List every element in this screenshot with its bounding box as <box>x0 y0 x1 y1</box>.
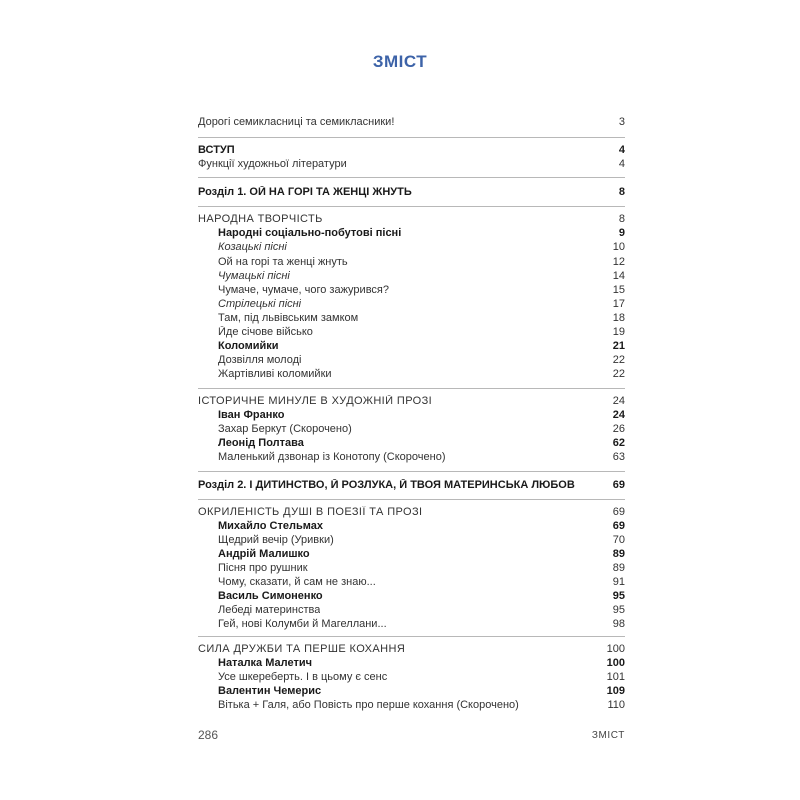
toc-entry-title: Чумаче, чумаче, чого зажурився? <box>218 284 389 296</box>
toc-entry-title: Там, під львівським замком <box>218 312 359 324</box>
toc-entry-title: Чумацькі пісні <box>218 270 290 282</box>
toc-entry-title: Коломийки <box>218 340 279 352</box>
toc-entry <box>218 227 625 240</box>
toc-entry-title: Гей, нові Колумби й Магеллани... <box>218 618 387 630</box>
toc-entry-page: 14 <box>612 270 625 282</box>
toc-entry <box>198 144 625 157</box>
toc-entry <box>218 548 625 561</box>
toc-entry-title: Розділ 2. І ДИТИНСТВО, Й РОЗЛУКА, Й ТВОЯ МАТЕРИНСЬКА ЛЮБОВ <box>198 479 575 491</box>
toc-entry-page: 10 <box>612 241 625 253</box>
toc-entry-title: Захар Беркут (Скорочено) <box>218 423 352 435</box>
toc-entry-page: 100 <box>606 657 625 669</box>
toc-entry-page: 69 <box>612 506 625 518</box>
toc-entry-title: Леонід Полтава <box>218 437 304 449</box>
toc-entry-page: 95 <box>612 590 625 602</box>
toc-entry-page: 9 <box>618 227 625 239</box>
toc-entry-page: 4 <box>618 144 625 156</box>
toc-entry <box>218 520 625 533</box>
toc-entry <box>218 590 625 603</box>
toc-entry-title: Усе шкереберть. І в цьому є сенс <box>218 671 388 683</box>
toc-entry <box>218 256 625 269</box>
toc-entry <box>218 270 625 283</box>
toc-entry-title: Михайло Стельмах <box>218 520 323 532</box>
toc-entry <box>218 685 625 698</box>
toc-entry-title: Валентин Чемерис <box>218 685 322 697</box>
toc-entry <box>218 437 625 450</box>
toc-entry-title: Лебеді материнства <box>218 604 321 616</box>
toc-entry-title: ВСТУП <box>198 144 235 156</box>
toc-entry-page: 98 <box>612 618 625 630</box>
toc-entry <box>218 671 625 684</box>
toc-entry-title: Щедрий вечір (Уривки) <box>218 534 334 546</box>
toc-entry <box>198 116 625 129</box>
toc-entry <box>218 340 625 353</box>
toc-entry-title: Функції художньої літератури <box>198 158 347 170</box>
toc-entry <box>218 326 625 339</box>
toc-entry <box>218 241 625 254</box>
toc-entry-page: 91 <box>612 576 625 588</box>
toc-entry <box>218 298 625 311</box>
toc-entry <box>218 423 625 436</box>
toc-entry-title: Чому, сказати, й сам не знаю... <box>218 576 376 588</box>
toc-entry-page: 18 <box>612 312 625 324</box>
toc-entry-title: ІСТОРИЧНЕ МИНУЛЕ В ХУДОЖНІЙ ПРОЗІ <box>198 395 433 407</box>
divider <box>198 206 625 207</box>
toc-entry <box>218 576 625 589</box>
toc-section-heading <box>198 186 625 199</box>
toc-entry-page: 22 <box>612 354 625 366</box>
toc-entry-title: Стрілецькі пісні <box>218 298 302 310</box>
footer-page-number: 286 <box>198 728 219 742</box>
toc-entry <box>198 643 625 656</box>
divider <box>198 636 625 637</box>
toc-entry <box>198 395 625 408</box>
toc-entry-page: 70 <box>612 534 625 546</box>
toc-entry-title: Наталка Малетич <box>218 657 312 669</box>
divider <box>198 177 625 178</box>
toc-entry-page: 101 <box>606 671 625 683</box>
toc-entry-page: 109 <box>606 685 625 697</box>
toc-entry <box>218 534 625 547</box>
toc-entry-page: 19 <box>612 326 625 338</box>
toc-entry-page: 63 <box>612 451 625 463</box>
toc-entry-title: Пісня про рушник <box>218 562 308 574</box>
toc-entry-page: 4 <box>618 158 625 170</box>
toc-entry-page: 95 <box>612 604 625 616</box>
toc-entry-page: 110 <box>607 699 625 711</box>
page-title: ЗМІСТ <box>372 52 428 71</box>
toc-entry <box>198 158 625 171</box>
toc-entry-title: Дозвілля молоді <box>218 354 302 366</box>
toc-entry-title: Розділ 1. ОЙ НА ГОРІ ТА ЖЕНЦІ ЖНУТЬ <box>198 186 412 198</box>
toc-entry-title: НАРОДНА ТВОРЧІСТЬ <box>198 213 323 225</box>
toc-entry-page: 8 <box>618 213 625 225</box>
divider <box>198 471 625 472</box>
toc-entry-title: Василь Симоненко <box>218 590 323 602</box>
toc-section-heading <box>198 479 625 492</box>
toc-entry-title: Андрій Малишко <box>218 548 310 560</box>
toc-entry-page: 15 <box>612 284 625 296</box>
toc-entry-page: 22 <box>612 368 625 380</box>
toc-entry <box>218 354 625 367</box>
toc-entry-page: 69 <box>612 520 625 532</box>
toc-entry-title: ОКРИЛЕНІСТЬ ДУШІ В ПОЕЗІЇ ТА ПРОЗІ <box>198 506 423 518</box>
toc-entry-title: Жартівливі коломийки <box>218 368 332 380</box>
toc-entry <box>218 562 625 575</box>
toc-entry-title: СИЛА ДРУЖБИ ТА ПЕРШЕ КОХАННЯ <box>198 643 406 655</box>
toc-entry-page: 17 <box>612 298 625 310</box>
toc-entry-page: 89 <box>612 562 625 574</box>
toc-entry-page: 62 <box>612 437 625 449</box>
toc-entry <box>198 213 625 226</box>
toc-entry <box>218 451 625 464</box>
toc-entry-page: 3 <box>618 116 625 128</box>
toc-entry <box>218 368 625 381</box>
toc-entry-page: 26 <box>612 423 625 435</box>
toc-entry <box>218 604 625 617</box>
toc-entry <box>218 657 625 670</box>
toc-entry-page: 100 <box>606 643 625 655</box>
toc-entry-title: Вітька + Галя, або Повість про перше кохання (Скорочено) <box>218 699 519 711</box>
footer-section-title: ЗМІСТ <box>591 730 625 741</box>
toc-entry <box>218 284 625 297</box>
toc-entry-title: Народні соціально-побутові пісні <box>218 227 402 239</box>
toc-entry-title: Дорогі семикласниці та семикласники! <box>198 116 395 128</box>
toc-entry <box>218 409 625 422</box>
toc-entry-title: Козацькі пісні <box>218 241 287 253</box>
toc-entry <box>198 506 625 519</box>
toc-entry-title: Маленький дзвонар із Конотопу (Скорочено) <box>218 451 446 463</box>
divider <box>198 137 625 138</box>
toc-entry-page: 69 <box>612 479 625 491</box>
toc-entry-title: Іван Франко <box>218 409 285 421</box>
toc-entry-title: Ой на горі та женці жнуть <box>218 256 348 268</box>
toc-entry <box>218 312 625 325</box>
toc-entry-page: 21 <box>612 340 625 352</box>
toc-entry-page: 8 <box>618 186 625 198</box>
toc-entry-title: Йде січове військо <box>218 326 313 338</box>
divider <box>198 499 625 500</box>
divider <box>198 388 625 389</box>
toc-entry-page: 89 <box>612 548 625 560</box>
toc-entry-page: 24 <box>612 395 625 407</box>
toc-entry-page: 12 <box>612 256 625 268</box>
toc-entry <box>218 618 625 631</box>
toc-entry <box>218 699 625 712</box>
toc-entry-page: 24 <box>612 409 625 421</box>
